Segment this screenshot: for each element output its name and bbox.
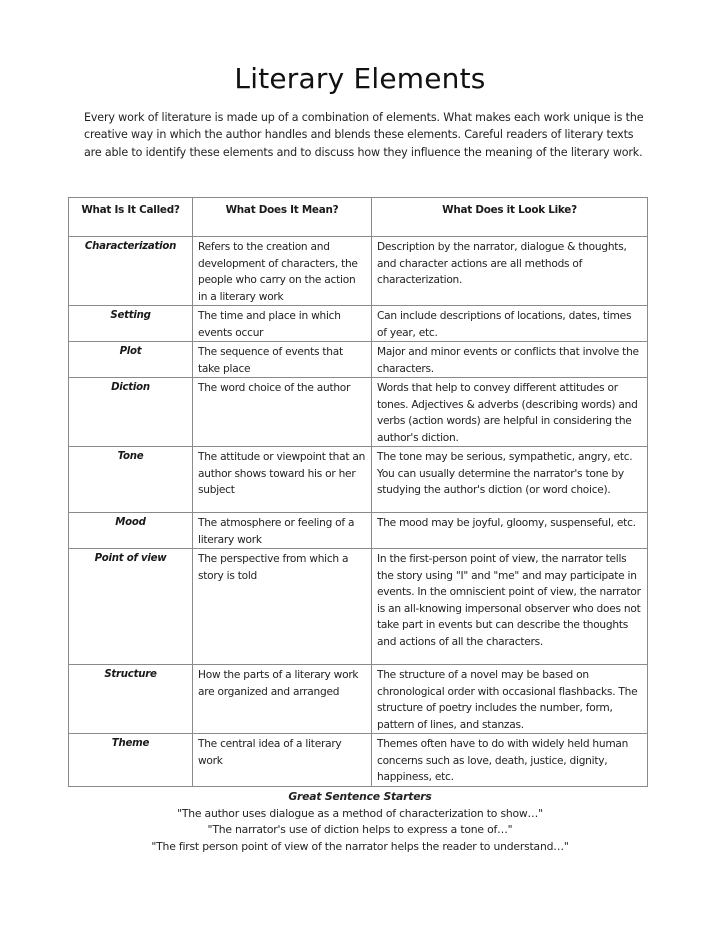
term-cell: Diction xyxy=(69,378,193,447)
example-cell: The tone may be serious, sympathetic, angry, etc. You can usually determine the narrator's tone by studying the author's diction (or word choice). xyxy=(372,447,648,513)
meaning-cell: How the parts of a literary work are organized and arranged xyxy=(193,665,372,734)
column-header-term: What Is It Called? xyxy=(69,198,193,237)
term-cell: Mood xyxy=(69,513,193,549)
sentence-starter-item: "The author uses dialogue as a method of characterization to show…" xyxy=(177,806,543,820)
table-row-theme xyxy=(69,734,648,787)
example-cell: In the first-person point of view, the narrator tells the story using "I" and "me" and may participate in events. In the omniscient point of view, the narrator is an all-knowing impersonal observer who does not take part in events but can describe the thoughts and actions of all the characters. xyxy=(372,549,648,665)
meaning-cell: The sequence of events that take place xyxy=(193,342,372,378)
table-row-structure xyxy=(69,665,648,734)
term-cell: Theme xyxy=(69,734,193,787)
example-cell: Themes often have to do with widely held human concerns such as love, death, justice, dignity, happiness, etc. xyxy=(372,734,648,787)
sentence-starters xyxy=(0,789,720,855)
table-row-characterization xyxy=(69,237,648,306)
example-cell: Can include descriptions of locations, dates, times of year, etc. xyxy=(372,306,648,342)
page-title: Literary Elements xyxy=(234,62,486,95)
table-row-point-of-view xyxy=(69,549,648,665)
sentence-starters-heading: Great Sentence Starters xyxy=(288,790,432,803)
meaning-cell: The word choice of the author xyxy=(193,378,372,447)
table-row-mood xyxy=(69,513,648,549)
example-cell: The mood may be joyful, gloomy, suspenseful, etc. xyxy=(372,513,648,549)
table-row-setting xyxy=(69,306,648,342)
sentence-starter-item: "The narrator's use of diction helps to express a tone of…" xyxy=(207,823,513,836)
meaning-cell: The time and place in which events occur xyxy=(193,306,372,342)
sentence-starter-item: "The first person point of view of the narrator helps the reader to understand…" xyxy=(151,839,569,853)
example-cell: Major and minor events or conflicts that involve the characters. xyxy=(372,342,648,378)
meaning-cell: The atmosphere or feeling of a literary work xyxy=(193,513,372,549)
intro-paragraph: Every work of literature is made up of a combination of elements. What makes each work unique is the creative way in which the author handles and blends these elements. Careful readers of literary texts are able to identify these elements and to discuss how they influence the meaning of the literary work. xyxy=(84,111,644,159)
column-header-meaning: What Does It Mean? xyxy=(193,198,372,237)
example-cell: Words that help to convey different attitudes or tones. Adjectives & adverbs (describing words) and verbs (action words) are helpful in considering the author's diction. xyxy=(372,378,648,447)
literary-elements-table xyxy=(68,197,648,787)
meaning-cell: The attitude or viewpoint that an author shows toward his or her subject xyxy=(193,447,372,513)
meaning-cell: Refers to the creation and development of characters, the people who carry on the action in a literary work xyxy=(193,237,372,306)
term-cell: Characterization xyxy=(69,237,193,306)
example-cell: Description by the narrator, dialogue & thoughts, and character actions are all methods of characterization. xyxy=(372,237,648,306)
column-header-example: What Does it Look Like? xyxy=(372,198,648,237)
term-cell: Plot xyxy=(69,342,193,378)
table-header-row xyxy=(69,198,648,237)
term-cell: Point of view xyxy=(69,549,193,665)
term-cell: Tone xyxy=(69,447,193,513)
table-row-diction xyxy=(69,378,648,447)
table-row-tone xyxy=(69,447,648,513)
term-cell: Setting xyxy=(69,306,193,342)
meaning-cell: The central idea of a literary work xyxy=(193,734,372,787)
meaning-cell: The perspective from which a story is told xyxy=(193,549,372,665)
term-cell: Structure xyxy=(69,665,193,734)
example-cell: The structure of a novel may be based on chronological order with occasional flashbacks. The structure of poetry includes the number, form, pattern of lines, and stanzas. xyxy=(372,665,648,734)
table-row-plot xyxy=(69,342,648,378)
